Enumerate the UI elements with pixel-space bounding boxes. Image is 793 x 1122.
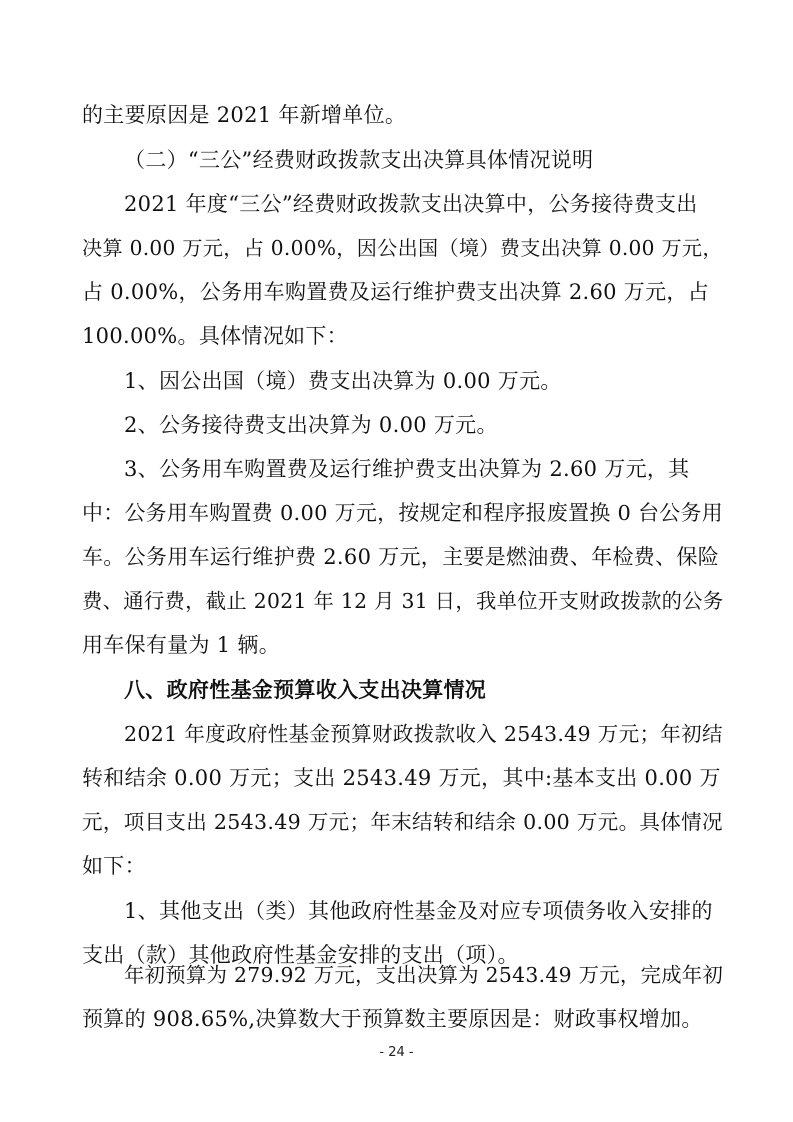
subsection-heading: （二）“三公”经费财政拨款支出决算具体情况说明	[124, 148, 594, 172]
paragraph-line: 车。公务用车运行维护费 2.60 万元，主要是燃油费、年检费、保险	[82, 545, 720, 569]
paragraph-line: 转和结余 0.00 万元；支出 2543.49 万元，其中:基本支出 0.00 万	[82, 766, 721, 790]
list-item: 1、其他支出（类）其他政府性基金及对应专项债务收入安排的	[124, 899, 713, 923]
paragraph-line: 2021 年度“三公”经费财政拨款支出决算中，公务接待费支出	[124, 192, 698, 216]
paragraph-line: 占 0.00%，公务用车购置费及运行维护费支出决算 2.60 万元，占	[82, 280, 709, 304]
section-heading: 八、政府性基金预算收入支出决算情况	[124, 678, 487, 702]
paragraph-line: 预算的 908.65%,决算数大于预算数主要原因是：财政事权增加。	[82, 1007, 703, 1031]
list-item: 1、因公出国（境）费支出决算为 0.00 万元。	[124, 369, 562, 393]
paragraph-line: 的主要原因是 2021 年新增单位。	[82, 103, 407, 127]
list-item: 2、公务接待费支出决算为 0.00 万元。	[124, 413, 498, 437]
paragraph-line: 支出（款）其他政府性基金安排的支出（项）。	[82, 943, 519, 967]
paragraph-line: 100.00%。具体情况如下：	[82, 324, 348, 348]
paragraph-line: 元，项目支出 2543.49 万元；年末结转和结余 0.00 万元。具体情况	[82, 810, 723, 834]
paragraph-line: 2021 年度政府性基金预算财政拨款收入 2543.49 万元；年初结	[124, 722, 723, 746]
paragraph-line: 决算 0.00 万元，占 0.00%，因公出国（境）费支出决算 0.00 万元，	[82, 236, 723, 260]
paragraph-line: 用车保有量为 1 辆。	[82, 633, 281, 657]
paragraph-line: 费、通行费，截止 2021 年 12 月 31 日，我单位开支财政拨款的公务	[82, 589, 724, 613]
paragraph-line: 中：公务用车购置费 0.00 万元，按规定和程序报废置换 0 台公务用	[82, 501, 723, 525]
paragraph-line: 年初预算为 279.92 万元，支出决算为 2543.49 万元，完成年初	[124, 963, 724, 987]
page-number: - 24 -	[379, 1045, 414, 1060]
list-item: 3、公务用车购置费及运行维护费支出决算为 2.60 万元，其	[124, 457, 690, 481]
paragraph-line: 如下：	[82, 854, 146, 878]
